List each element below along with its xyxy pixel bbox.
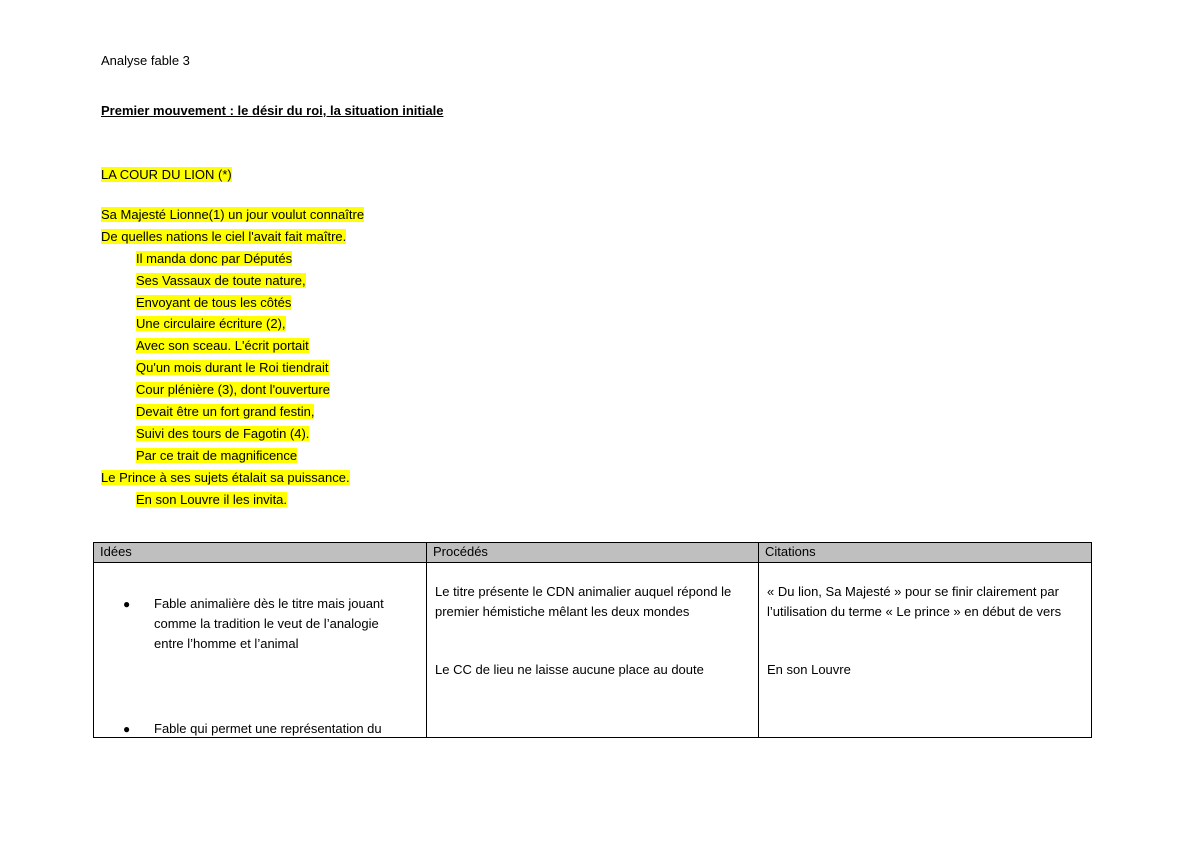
poem-line-text: Il manda donc par Députés (136, 250, 293, 266)
column-header-idees: Idées (94, 543, 427, 563)
section-heading: Premier mouvement : le désir du roi, la situation initiale (101, 103, 444, 118)
table-header-row (94, 543, 1092, 563)
fable-title (101, 167, 232, 182)
poem-line (101, 423, 364, 445)
ideas-cell (94, 563, 427, 738)
bullet-icon: ● (123, 597, 131, 611)
poem-line-text: Ses Vassaux de toute nature, (136, 272, 306, 288)
idea-text: Fable animalière dès le titre mais jouant comme la tradition le veut de l’analogie entre l’homme et l’animal (154, 596, 384, 651)
poem-line (101, 226, 364, 248)
column-header-citations: Citations (759, 543, 1092, 563)
table-row (94, 563, 1092, 738)
poem-line-text: Suivi des tours de Fagotin (4). (136, 425, 310, 441)
poem-line-text: Envoyant de tous les côtés (136, 294, 292, 310)
poem-line (101, 379, 364, 401)
poem-line (101, 445, 364, 467)
procede-text: Le titre présente le CDN animalier auquel répond le premier hémistiche mêlant les deux mondes (435, 584, 732, 619)
fable-title-text: LA COUR DU LION (*) (101, 167, 232, 182)
citations-cell (759, 563, 1092, 738)
document-title: Analyse fable 3 (101, 53, 190, 68)
idea-item (123, 719, 386, 737)
procedes-cell (427, 563, 759, 738)
procede-text: Le CC de lieu ne laisse aucune place au doute (435, 662, 704, 677)
poem-line-text: Par ce trait de magnificence (136, 447, 298, 463)
poem-line (101, 401, 364, 423)
poem-line (101, 489, 364, 511)
idea-text: Fable qui permet une représentation du (154, 721, 382, 736)
poem-line-text: Devait être un fort grand festin, (136, 404, 315, 420)
poem-line (101, 335, 364, 357)
citation-text: En son Louvre (767, 662, 851, 677)
citation-text: « Du lion, Sa Majesté » pour se finir clairement par l’utilisation du terme « Le prince » en début de vers (767, 584, 1062, 619)
poem-line-text: Cour plénière (3), dont l'ouverture (136, 382, 330, 398)
poem-line-text: Qu'un mois durant le Roi tiendrait (136, 360, 329, 376)
poem-line (101, 467, 364, 489)
poem (101, 204, 364, 510)
poem-line-text: Une circulaire écriture (2), (136, 316, 286, 332)
poem-line (101, 270, 364, 292)
analysis-table (93, 542, 1092, 738)
bullet-icon: ● (123, 722, 131, 736)
poem-line-text: En son Louvre il les invita. (136, 491, 288, 507)
poem-line (101, 357, 364, 379)
poem-line (101, 248, 364, 270)
poem-line (101, 313, 364, 335)
poem-line (101, 204, 364, 226)
poem-line-text: De quelles nations le ciel l'avait fait maître. (101, 228, 347, 244)
column-header-procedes: Procédés (427, 543, 759, 563)
idea-item (123, 594, 386, 654)
poem-line-text: Sa Majesté Lionne(1) un jour voulut connaître (101, 207, 365, 222)
poem-line-text: Le Prince à ses sujets étalait sa puissance. (101, 469, 350, 485)
poem-line-text: Avec son sceau. L'écrit portait (136, 338, 309, 354)
poem-line (101, 292, 364, 314)
